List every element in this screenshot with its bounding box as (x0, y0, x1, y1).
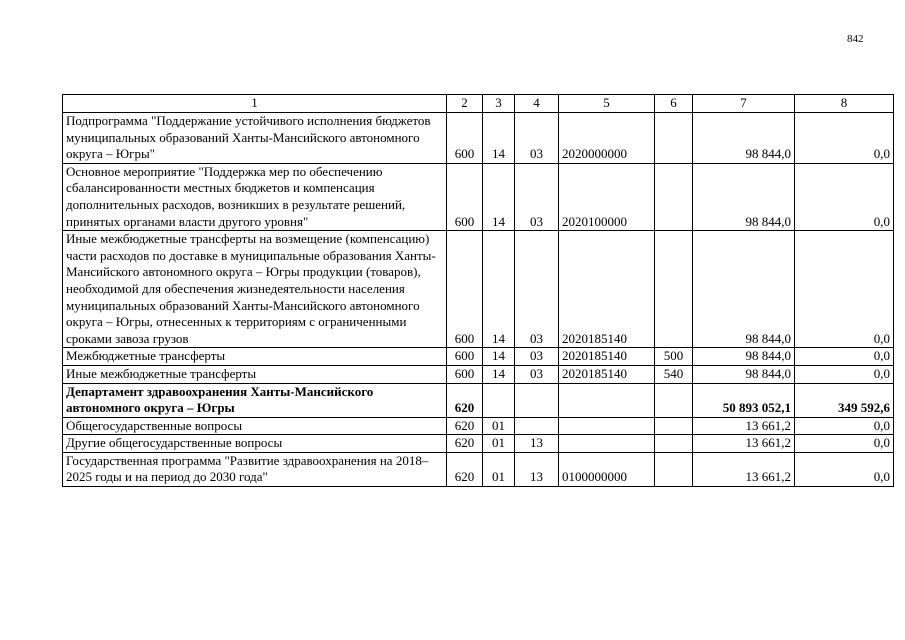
table-row (63, 365, 894, 383)
item-name: Общегосударственные вопросы (63, 417, 447, 435)
amount-subventions: 349 592,6 (795, 383, 894, 417)
amount-subventions: 0,0 (795, 435, 894, 453)
table-row (63, 163, 894, 230)
table-row (63, 452, 894, 486)
amount-total: 13 661,2 (693, 452, 795, 486)
expense-type-code (655, 417, 693, 435)
table-row (63, 435, 894, 453)
table-row (63, 231, 894, 348)
target-article-code (559, 435, 655, 453)
expense-type-code (655, 452, 693, 486)
budget-table (62, 94, 894, 487)
header-cell: 8 (795, 95, 894, 113)
table-row (63, 348, 894, 366)
amount-total: 98 844,0 (693, 231, 795, 348)
expense-type-code (655, 113, 693, 164)
section-code: 14 (483, 163, 515, 230)
section-code (483, 383, 515, 417)
expense-type-code (655, 383, 693, 417)
ved-code: 620 (447, 435, 483, 453)
section-code: 14 (483, 365, 515, 383)
subsection-code: 03 (515, 348, 559, 366)
section-code: 01 (483, 452, 515, 486)
section-code: 14 (483, 348, 515, 366)
item-name: Департамент здравоохранения Ханты-Мансийского автономного округа – Югры (63, 383, 447, 417)
ved-code: 620 (447, 417, 483, 435)
subsection-code: 03 (515, 231, 559, 348)
header-cell: 2 (447, 95, 483, 113)
target-article-code: 2020000000 (559, 113, 655, 164)
amount-total: 50 893 052,1 (693, 383, 795, 417)
target-article-code: 2020185140 (559, 231, 655, 348)
item-name: Подпрограмма "Поддержание устойчивого исполнения бюджетов муниципальных образований Ханты-Мансийского автономного округа – Югры" (63, 113, 447, 164)
ved-code: 620 (447, 383, 483, 417)
ved-code: 620 (447, 452, 483, 486)
amount-subventions: 0,0 (795, 365, 894, 383)
amount-total: 13 661,2 (693, 417, 795, 435)
target-article-code: 0100000000 (559, 452, 655, 486)
section-code: 14 (483, 231, 515, 348)
amount-total: 13 661,2 (693, 435, 795, 453)
amount-subventions: 0,0 (795, 452, 894, 486)
target-article-code: 2020100000 (559, 163, 655, 230)
ved-code: 600 (447, 365, 483, 383)
expense-type-code (655, 435, 693, 453)
ved-code: 600 (447, 348, 483, 366)
item-name: Основное мероприятие "Поддержка мер по обеспечению сбалансированности местных бюджетов и компенсация дополнительных расходов, возникших в результате решений, принятых органами власти другого уровня" (63, 163, 447, 230)
item-name: Государственная программа "Развитие здравоохранения на 2018–2025 годы и на период до 2030 года" (63, 452, 447, 486)
amount-total: 98 844,0 (693, 365, 795, 383)
table-row (63, 113, 894, 164)
expense-type-code: 500 (655, 348, 693, 366)
table-row (63, 417, 894, 435)
subsection-code (515, 417, 559, 435)
subsection-code: 03 (515, 365, 559, 383)
target-article-code (559, 383, 655, 417)
header-cell: 7 (693, 95, 795, 113)
subsection-code: 13 (515, 452, 559, 486)
item-name: Иные межбюджетные трансферты (63, 365, 447, 383)
target-article-code: 2020185140 (559, 348, 655, 366)
amount-total: 98 844,0 (693, 163, 795, 230)
target-article-code (559, 417, 655, 435)
subsection-code (515, 383, 559, 417)
item-name: Другие общегосударственные вопросы (63, 435, 447, 453)
amount-subventions: 0,0 (795, 163, 894, 230)
expense-type-code: 540 (655, 365, 693, 383)
expense-type-code (655, 231, 693, 348)
amount-subventions: 0,0 (795, 417, 894, 435)
subsection-code: 03 (515, 163, 559, 230)
amount-subventions: 0,0 (795, 113, 894, 164)
section-code: 14 (483, 113, 515, 164)
amount-total: 98 844,0 (693, 113, 795, 164)
header-row (63, 95, 894, 113)
header-cell: 1 (63, 95, 447, 113)
target-article-code: 2020185140 (559, 365, 655, 383)
subsection-code: 03 (515, 113, 559, 164)
section-code: 01 (483, 435, 515, 453)
table-row (63, 383, 894, 417)
item-name: Межбюджетные трансферты (63, 348, 447, 366)
amount-subventions: 0,0 (795, 231, 894, 348)
header-cell: 5 (559, 95, 655, 113)
expense-type-code (655, 163, 693, 230)
amount-total: 98 844,0 (693, 348, 795, 366)
header-cell: 3 (483, 95, 515, 113)
header-cell: 4 (515, 95, 559, 113)
header-cell: 6 (655, 95, 693, 113)
amount-subventions: 0,0 (795, 348, 894, 366)
ved-code: 600 (447, 163, 483, 230)
subsection-code: 13 (515, 435, 559, 453)
item-name: Иные межбюджетные трансферты на возмещение (компенсацию) части расходов по доставке в муниципальные образования Ханты-Мансийского автономного округа – Югры продукции (товаров), необходимой для обеспечения жизнедеятельности населения муниципальных образований Ханты-Мансийского автономного округа – Югры, отнесенных к территориям с ограниченными сроками завоза грузов (63, 231, 447, 348)
page-number: 842 (847, 33, 864, 45)
ved-code: 600 (447, 231, 483, 348)
section-code: 01 (483, 417, 515, 435)
ved-code: 600 (447, 113, 483, 164)
